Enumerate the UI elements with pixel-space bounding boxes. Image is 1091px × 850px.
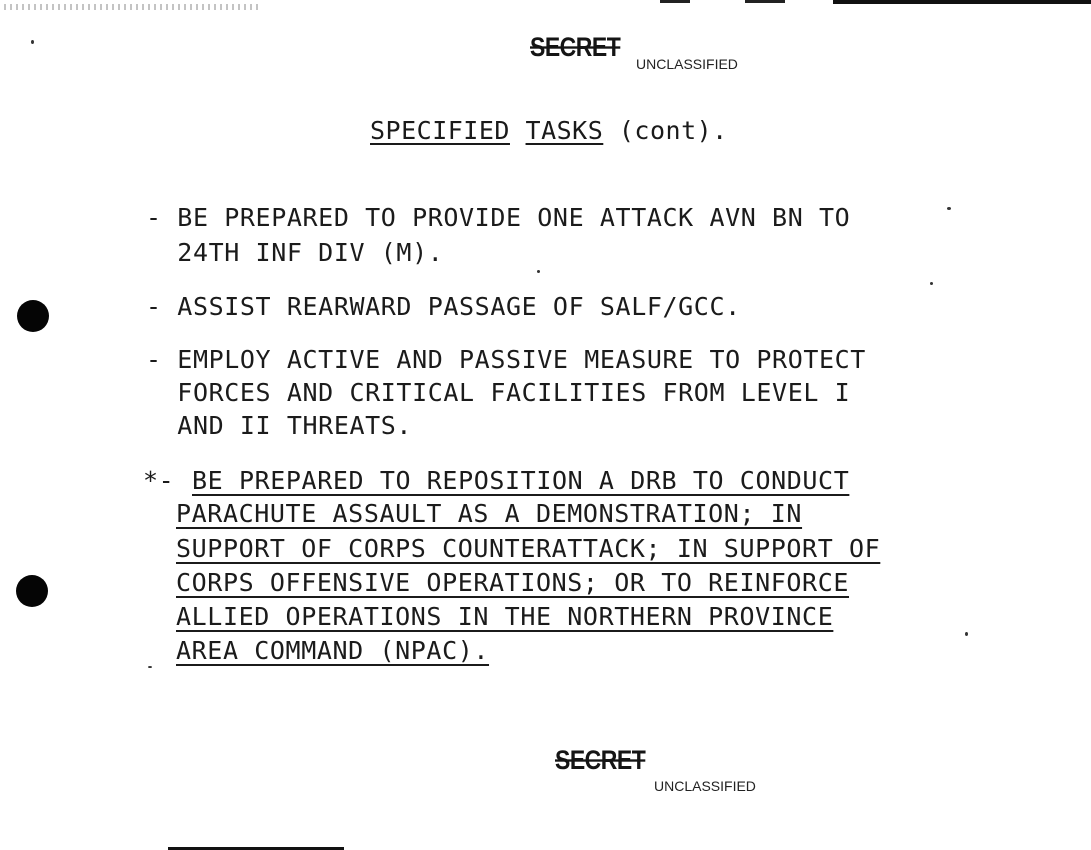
- scan-speck: [965, 632, 968, 636]
- page-title: [370, 116, 728, 145]
- title-word-specified: SPECIFIED: [370, 116, 510, 145]
- task-1-line-1: - BE PREPARED TO PROVIDE ONE ATTACK AVN BN TO: [146, 203, 851, 232]
- top-rule: [833, 0, 1091, 4]
- footer-classification-struck: SECRET: [555, 744, 646, 775]
- footer-classification: UNCLASSIFIED: [654, 778, 756, 794]
- task-4-line-2: PARACHUTE ASSAULT AS A DEMONSTRATION; IN: [176, 499, 803, 528]
- task-4-line-3: SUPPORT OF CORPS COUNTERATTACK; IN SUPPORT OF: [176, 534, 881, 563]
- scan-artifact: [745, 0, 785, 3]
- task-3-line-1: - EMPLOY ACTIVE AND PASSIVE MEASURE TO PROTECT: [146, 345, 866, 374]
- task-2-line-1: - ASSIST REARWARD PASSAGE OF SALF/GCC.: [146, 292, 741, 321]
- task-4-line-1: BE PREPARED TO REPOSITION A DRB TO CONDUCT: [192, 466, 850, 495]
- task-4-line-4: CORPS OFFENSIVE OPERATIONS; OR TO REINFORCE: [176, 568, 850, 597]
- scan-speck: [31, 40, 34, 44]
- task-4-line-5: ALLIED OPERATIONS IN THE NORTHERN PROVINCE: [176, 602, 834, 631]
- scan-artifact: [4, 4, 259, 10]
- task-4-line-6: AREA COMMAND (NPAC).: [176, 636, 490, 665]
- header-classification-struck: SECRET: [530, 31, 621, 62]
- task-1-line-2: 24TH INF DIV (M).: [146, 238, 444, 267]
- title-word-tasks: TASKS: [525, 116, 604, 145]
- scan-artifact: [660, 0, 690, 3]
- header-classification: UNCLASSIFIED: [636, 56, 738, 72]
- scan-speck: [930, 282, 933, 285]
- title-word-cont: (cont).: [618, 116, 728, 145]
- punch-hole: [16, 575, 48, 607]
- scan-speck: [947, 207, 951, 210]
- scan-speck: [148, 666, 152, 668]
- task-4-marker: *-: [143, 466, 175, 495]
- task-3-line-2: FORCES AND CRITICAL FACILITIES FROM LEVEL I: [146, 378, 851, 407]
- task-3-line-3: AND II THREATS.: [146, 411, 413, 440]
- scan-speck: [537, 270, 540, 273]
- punch-hole: [17, 300, 49, 332]
